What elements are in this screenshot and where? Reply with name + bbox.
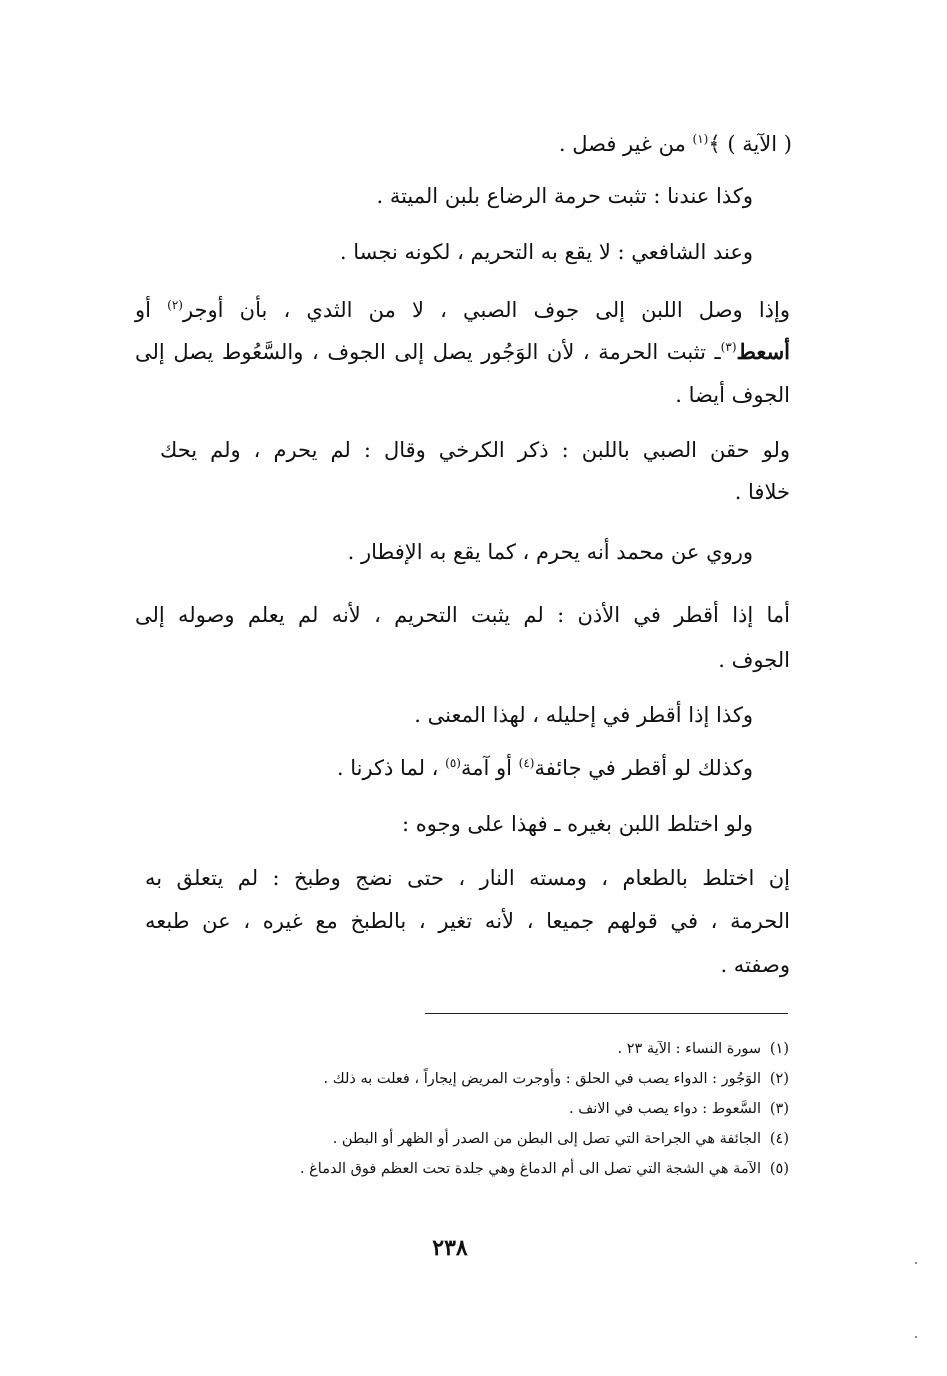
text-fragment: من غير فصل . [558, 132, 693, 156]
text-line: الحرمة ، في قولهم جميعا ، لأنه تغير ، بالطبخ مع غيره ، عن طبعه [145, 909, 790, 933]
text-line [559, 129, 792, 159]
text-fragment: ، لما ذكرنا . [336, 756, 446, 780]
footnote-ref: (١) [692, 132, 709, 146]
scan-speck [915, 1262, 917, 1264]
text-line: الجوف أيضا . [675, 383, 790, 407]
text-fragment: وإذا وصل اللبن إلى جوف الصبي ، لا من الثدي ، بأن أوجر [182, 298, 790, 322]
footnote [300, 1158, 789, 1180]
text-fragment: ـ تثبت الحرمة ، لأن الوَجُور يصل إلى الجوف ، والسَّعُوط يصل إلى [135, 340, 721, 364]
text-line [337, 753, 753, 783]
text-fragment: أو [135, 298, 168, 322]
footnote-text: سورة النساء : الآية ٢٣ . [617, 1041, 761, 1057]
footnote-text: الوَجُور : الدواء يصب في الحلق : وأوجرت المريض إيجاراً ، فعلت به ذلك . [323, 1071, 761, 1087]
footnote-ref: (٥) [445, 756, 461, 770]
text-line: وكذا إذا أقطر في إحليله ، لهذا المعنى . [414, 703, 753, 727]
footnote-separator [425, 1013, 788, 1014]
footnote-number: (٤) [769, 1131, 789, 1147]
footnote [618, 1038, 789, 1060]
footnote-number: (٢) [769, 1071, 789, 1087]
footnote-number: (٣) [769, 1101, 789, 1117]
text-fragment: وكذلك لو أقطر في جائفة [534, 756, 753, 780]
footnote-text: الجائفة هي الجراحة التي تصل إلى البطن من الصدر أو الظهر أو البطن . [332, 1131, 761, 1147]
scan-speck [915, 1336, 917, 1338]
footnote-ref: (٤) [518, 756, 535, 770]
footnote [333, 1128, 789, 1150]
text-line: ولو حقن الصبي باللبن : ذكر الكرخي وقال : لم يحرم ، ولم يحك [160, 438, 790, 462]
footnote-number: (٥) [769, 1161, 789, 1177]
text-line: وعند الشافعي : لا يقع به التحريم ، لكونه نجسا . [339, 240, 753, 264]
footnote-text: السَّعوط : دواء يصب في الانف . [569, 1101, 761, 1117]
text-line: أما إذا أقطر في الأذن : لم يثبت التحريم ، لأنه لم يعلم وصوله إلى [135, 603, 790, 627]
text-line: ولو اختلط اللبن بغيره ـ فهذا على وجوه : [401, 812, 753, 836]
text-line: إن اختلط بالطعام ، ومسته النار ، حتى نضج وطبخ : لم يتعلق به [145, 866, 790, 890]
text-fragment: أو آمة [460, 756, 519, 780]
footnote [569, 1098, 789, 1120]
footnote-text: الآمة هي الشجة التي تصل الى أم الدماغ وهي جلدة تحت العظم فوق الدماغ . [299, 1161, 761, 1177]
footnote-ref: (٢) [167, 298, 183, 312]
text-line: خلافا . [734, 480, 790, 504]
text-line: وكذا عندنا : تثبت حرمة الرضاع بلبن الميتة . [376, 184, 753, 208]
footnote [324, 1068, 789, 1090]
text-fragment: ( الآية ) ﴾ [708, 132, 792, 156]
text-fragment: أسعط [736, 339, 790, 364]
text-line: وروي عن محمد أنه يحرم ، كما يقع به الإفطار . [347, 540, 753, 564]
text-line: الجوف . [718, 648, 790, 672]
text-line: وصفته . [720, 953, 790, 977]
footnote-number: (١) [769, 1041, 789, 1057]
text-line [135, 295, 790, 325]
text-line [135, 337, 790, 367]
page-number: ٢٣٨ [432, 1235, 468, 1261]
footnote-ref: (٣) [720, 340, 737, 354]
